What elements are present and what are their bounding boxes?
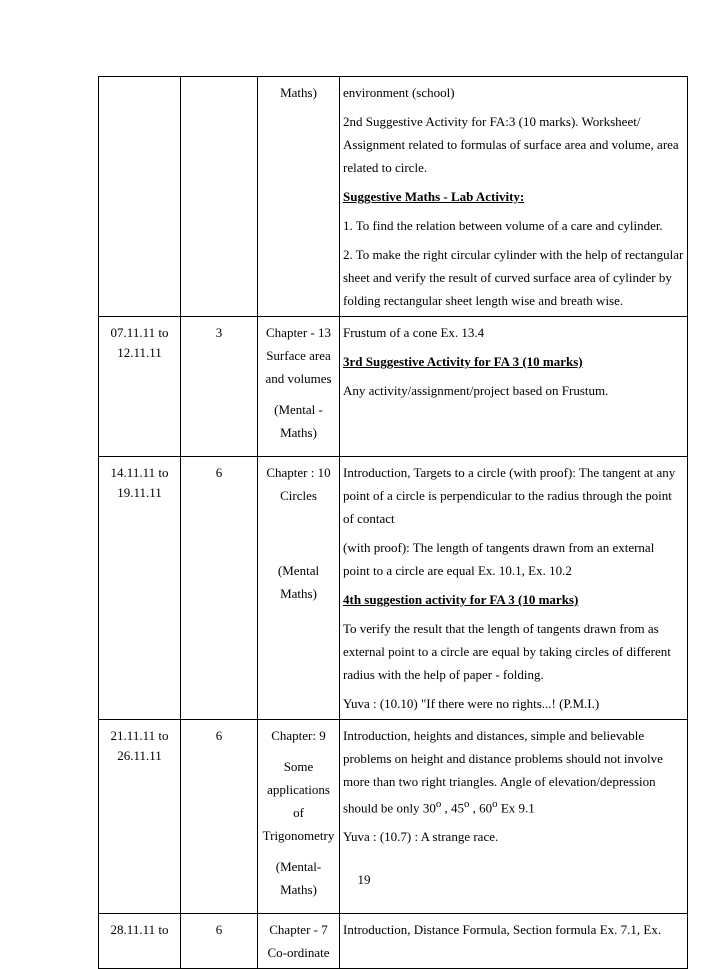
exercise-ref: Ex 9.1 [497, 800, 535, 816]
chapter-note: (Mental - Maths) [274, 402, 323, 440]
table-row [99, 317, 688, 457]
date-from: 07.11.11 to [110, 325, 169, 340]
spacer [261, 515, 336, 559]
chapter-cell [258, 914, 340, 969]
activity-text: Introduction, Distance Formula, Section formula Ex. 7.1, Ex. [343, 922, 662, 937]
activity-text: (with proof): The length of tangents drawn from an external point to a circle are equal Ex. 10.1, Ex. 10.2 [343, 540, 655, 578]
degree-mark: o [435, 798, 442, 810]
date-from: 28.11.11 to [110, 922, 169, 937]
table-row [99, 457, 688, 720]
activity-text-main: Introduction, heights and distances, simple and believable problems on height and distance problems should not involve more than two right triangles. Angle of elevation/depression should be only [343, 728, 663, 816]
activity-cell [340, 914, 688, 969]
activity-text: environment (school) [343, 85, 455, 100]
angle-60: , 60 [469, 800, 493, 816]
date-to: 19.11.11 [117, 485, 162, 500]
activity-text: Frustum of a cone Ex. 13.4 [343, 325, 485, 340]
date-to: 26.11.11 [117, 748, 162, 763]
activity-text: Introduction, Targets to a circle (with proof): The tangent at any point of a circle is perpendicular to the radius through the point of contact [343, 465, 676, 526]
date-from: 21.11.11 to [110, 728, 169, 743]
angle-30: 30 [422, 800, 436, 816]
chapter-cell [258, 317, 340, 457]
periods-cell [181, 914, 258, 969]
chapter-subtitle: Some applications of Trigonometry [262, 759, 335, 843]
activity-text: 2. To make the right circular cylinder with the help of rectangular sheet and verify the result of curved surface area of cylinder by folding rectangular sheet length wise and breath wise. [343, 247, 684, 308]
date-cell [99, 77, 181, 317]
periods-value: 6 [215, 922, 223, 937]
chapter-title: Chapter: 9 [271, 728, 326, 743]
chapter-cell [258, 77, 340, 317]
lesson-plan-table [98, 76, 688, 969]
table-row [99, 77, 688, 317]
activity-heading: 3rd Suggestive Activity for FA 3 (10 marks) [343, 354, 583, 369]
activity-cell [340, 457, 688, 720]
date-cell [99, 914, 181, 969]
activity-text: 1. To find the relation between volume of a care and cylinder. [343, 218, 663, 233]
periods-value: 3 [215, 325, 223, 340]
chapter-title: Chapter - 13 Surface area and volumes [265, 325, 332, 386]
activity-text [343, 724, 684, 819]
activity-text: Yuva : (10.7) : A strange race. [343, 829, 499, 845]
activity-text: Yuva : (10.10) "If there were no rights...! (P.M.I.) [343, 696, 600, 711]
date-to: 12.11.11 [117, 345, 162, 360]
chapter-title: Chapter : 10 Circles [266, 465, 331, 503]
date-cell [99, 317, 181, 457]
page-number: 19 [357, 872, 371, 887]
periods-cell [181, 77, 258, 317]
chapter-note: (Mental Maths) [277, 563, 320, 601]
degree-mark: o [463, 798, 470, 810]
chapter-title: Chapter - 7 [269, 922, 328, 937]
periods-value: 6 [215, 728, 223, 743]
periods-cell [181, 317, 258, 457]
chapter-note: (Mental- Maths) [275, 859, 322, 897]
activity-text: To verify the result that the length of tangents drawn from as external point to a circle are equal by taking circles of different radius with the help of paper - folding. [343, 621, 671, 682]
chapter-cell [258, 457, 340, 720]
table-row [99, 914, 688, 969]
periods-value: 6 [215, 465, 223, 480]
date-cell [99, 457, 181, 720]
degree-mark: o [492, 798, 498, 810]
periods-cell [181, 457, 258, 720]
activity-cell [340, 317, 688, 457]
date-from: 14.11.11 to [110, 465, 169, 480]
activity-text: Any activity/assignment/project based on Frustum. [343, 383, 609, 398]
chapter-text: Maths) [280, 85, 317, 100]
activity-text: 2nd Suggestive Activity for FA:3 (10 marks). Worksheet/ Assignment related to formulas of surface area and volume, area related to circle. [343, 114, 679, 175]
activity-heading: Suggestive Maths - Lab Activity: [343, 189, 525, 204]
chapter-subtitle: Co-ordinate [267, 945, 330, 960]
activity-heading: 4th suggestion activity for FA 3 (10 marks) [343, 592, 579, 607]
activity-cell [340, 77, 688, 317]
angle-45: , 45 [441, 800, 464, 816]
